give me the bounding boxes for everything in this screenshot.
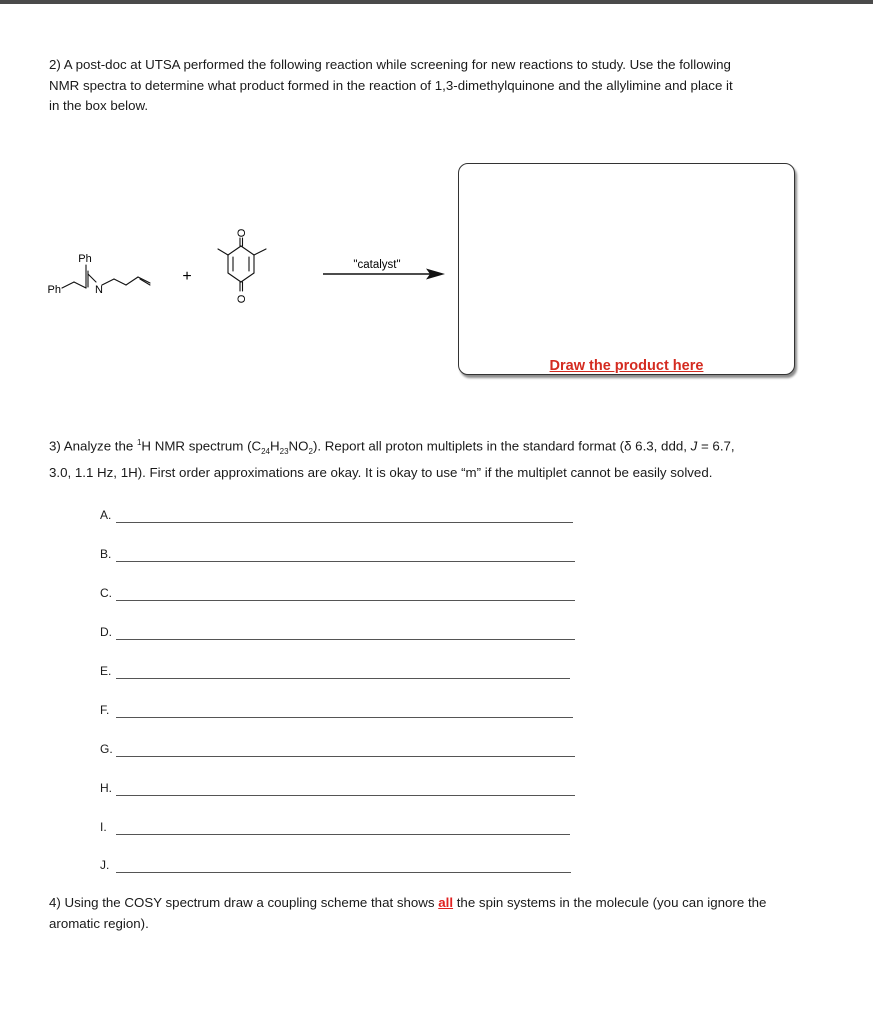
answer-line-d[interactable]	[116, 639, 575, 640]
product-box-label: Draw the product here	[549, 358, 704, 374]
answer-line-c[interactable]	[116, 600, 575, 601]
q3-superscript: 1	[136, 438, 142, 447]
catalyst-label: "catalyst"	[353, 259, 401, 271]
answer-line-h[interactable]	[116, 795, 575, 796]
q3-text-e: ). Report all proton multiplets in the standard format (δ 6.3, ddd,	[312, 438, 691, 454]
answer-line-i[interactable]	[116, 834, 570, 835]
answer-letter: A.	[100, 508, 112, 522]
answer-letter: E.	[100, 664, 112, 678]
answer-line-j[interactable]	[116, 872, 571, 873]
answer-line-f[interactable]	[116, 717, 573, 718]
answer-letter: G.	[100, 742, 113, 756]
q4-text-b: the spin systems in the molecule (you can ignore the	[453, 895, 767, 910]
q4-text-a: 4) Using the COSY spectrum draw a coupling scheme that shows	[49, 895, 439, 910]
oxygen-top-label: O	[236, 228, 248, 238]
answer-line-b[interactable]	[116, 561, 575, 562]
question-4-text	[49, 893, 839, 934]
product-answer-box[interactable]	[458, 163, 795, 375]
answer-letter: H.	[100, 781, 112, 795]
phenyl-left-label: Ph	[47, 284, 61, 296]
q3-subscript-3: 2	[308, 447, 313, 457]
q4-emphasis-all: all	[438, 895, 454, 910]
question-2-line-1: 2) A post-doc at UTSA performed the following reaction while screening for new reactions to study. Use the following	[49, 57, 731, 72]
q3-text-b: H NMR spectrum (C	[141, 438, 262, 454]
question-2-line-3: in the box below.	[49, 98, 149, 113]
answer-letter: B.	[100, 547, 112, 561]
q3-text-c: H	[270, 438, 280, 454]
question-2-text	[49, 55, 839, 117]
q3-coupling-symbol: J	[690, 438, 698, 454]
top-border	[0, 0, 873, 4]
question-3-text	[49, 433, 839, 483]
answer-letter: F.	[100, 703, 110, 717]
answer-letter: C.	[100, 586, 112, 600]
answer-letter: I.	[100, 820, 107, 834]
q3-subscript-1: 24	[261, 447, 271, 457]
question-3-line-2: 3.0, 1.1 Hz, 1H). First order approximations are okay. It is okay to use “m” if the multiplet cannot be easily solved.	[49, 464, 713, 480]
question-3-line-1	[49, 433, 839, 463]
plus-sign: +	[182, 268, 192, 285]
quinone-structure	[218, 238, 266, 291]
question-4-line-2: aromatic region).	[49, 915, 149, 931]
q3-subscript-2: 23	[279, 447, 289, 457]
reaction-scheme	[40, 215, 460, 335]
nitrogen-label: N	[95, 284, 103, 296]
reaction-scheme-drawing	[40, 215, 460, 335]
answer-letter: J.	[100, 858, 110, 872]
q3-text-f: = 6.7,	[697, 438, 735, 454]
answer-letter: D.	[100, 625, 112, 639]
answer-line-g[interactable]	[116, 756, 575, 757]
question-4-line-1	[49, 893, 839, 914]
question-2-line-2: NMR spectra to determine what product formed in the reaction of 1,3-dimethylquinone and the allylimine and place it	[49, 77, 733, 93]
oxygen-bottom-label: O	[236, 294, 248, 304]
answer-line-a[interactable]	[116, 522, 573, 523]
q3-text-d: NO	[288, 438, 309, 454]
answer-line-e[interactable]	[116, 678, 570, 679]
q3-text-a: 3) Analyze the	[49, 438, 137, 454]
phenyl-top-label: Ph	[78, 253, 92, 265]
allylimine-structure	[62, 265, 150, 288]
